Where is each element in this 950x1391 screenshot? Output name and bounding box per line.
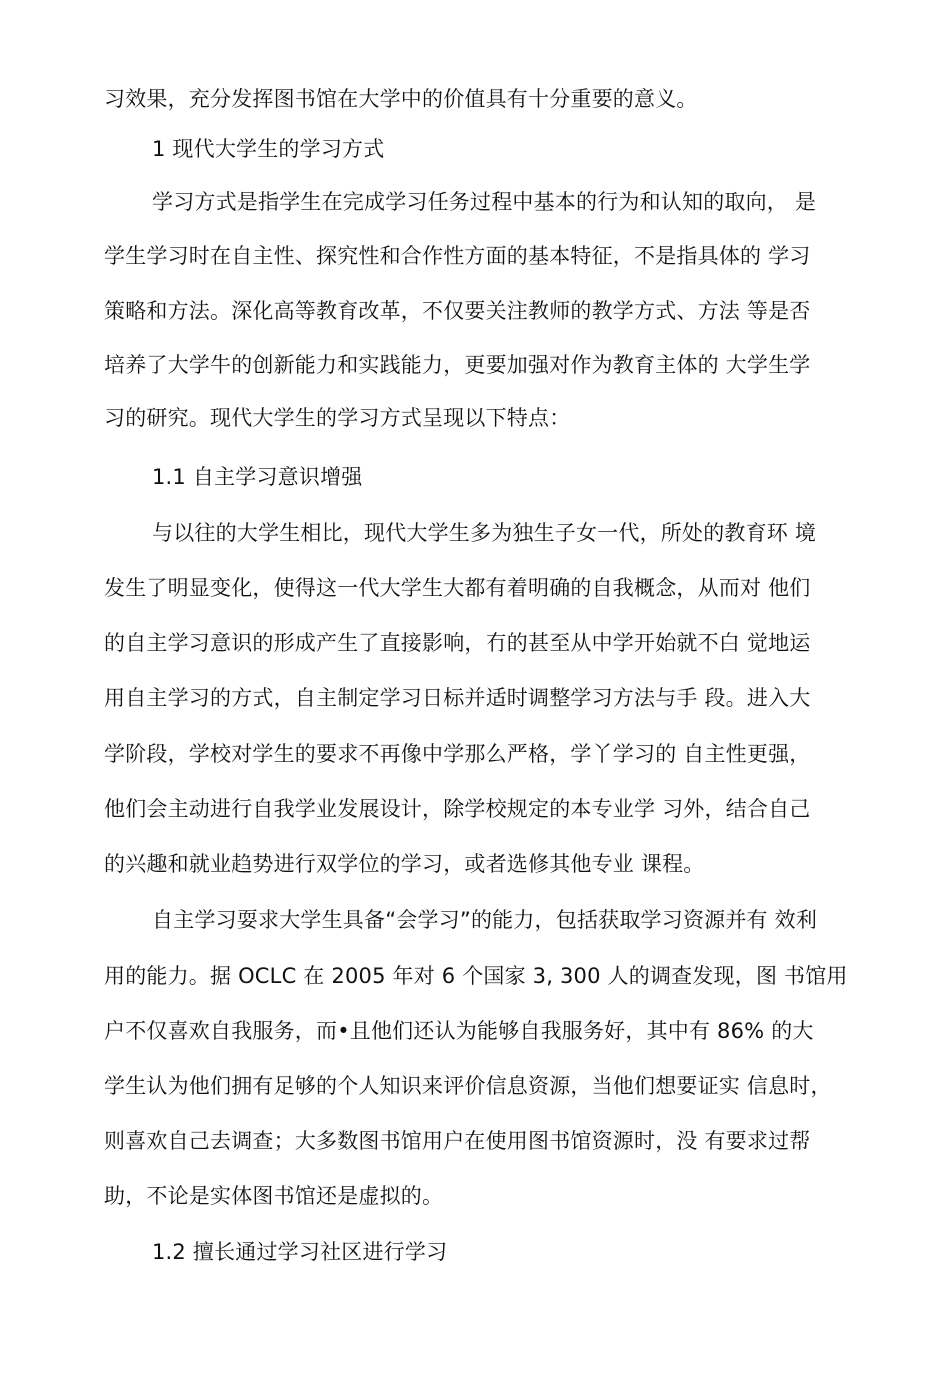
paragraph-line: 用的能力。据 OCLC 在 2005 年对 6 个国家 3, 300 人的调查发现，图 书馆用: [104, 964, 848, 988]
section-heading: 1 现代大学生的学习方式: [152, 137, 385, 161]
paragraph-line: 学阶段，学校对学生的要求不再像中学那么严格，学丫学习的 自主性更强，: [104, 742, 811, 766]
paragraph-line: 习效果，充分发挥图书馆在大学中的价值具有十分重要的意义。: [104, 87, 698, 111]
paragraph-line: 用自主学习的方式，自主制定学习日标并适时调整学习方法与手 段。进入大: [104, 686, 811, 710]
paragraph-line: 发生了明显变化，使得这一代大学生大都有着明确的自我概念，从而对 他们: [104, 576, 811, 600]
subsection-heading: 1.1 自主学习意识增强: [152, 465, 363, 489]
paragraph-line: 自主学习耍求大学生具备“会学习”的能力，包括获取学习资源并有 效利: [152, 908, 818, 932]
paragraph-line: 的自主学习意识的形成产生了直接影响，冇的甚至从中学开始就不白 觉地运: [104, 631, 811, 655]
paragraph-line: 策略和方法。深化高等教育改革，不仅要关注教师的教学方式、方法 等是否: [104, 299, 811, 323]
paragraph-line: 的兴趣和就业趋势进行双学位的学习，或者选修其他专业 课程。: [104, 852, 705, 876]
paragraph-line: 户不仅喜欢自我服务，而•且他们还认为能够自我服务好，其中有 86% 的大: [104, 1019, 814, 1043]
paragraph-line: 与以往的大学生相比，现代大学生多为独生子女一代，所处的教育环 境: [152, 521, 817, 545]
paragraph-line: 习的研究。现代大学生的学习方式呈现以下特点：: [104, 406, 571, 430]
paragraph-line: 学生认为他们拥有足够的个人知识来评价信息资源，当他们想要证实 信息时，: [104, 1074, 832, 1098]
paragraph-line: 学生学习时在自主性、探究性和合作性方面的基本特征，不是指具体的 学习: [104, 244, 811, 268]
paragraph-line: 助，不论是实体图书馆还是虚拟的。: [104, 1184, 444, 1208]
paragraph-line: 学习方式是指学生在完成学习任务过程中基本的行为和认知的取向， 是: [152, 190, 817, 214]
subsection-heading: 1.2 擅长通过学习社区进行学习: [152, 1240, 448, 1264]
paragraph-line: 培养了大学牛的创新能力和实践能力，更要加强对作为教育主体的 大学生学: [104, 353, 811, 377]
paragraph-line: 则喜欢自己去调查；大多数图书馆用户在使用图书馆资源时，没 有要求过帮: [104, 1129, 811, 1153]
paragraph-line: 他们会主动进行自我学业发展设计，除学校规定的本专业学 习外，结合自己: [104, 797, 811, 821]
